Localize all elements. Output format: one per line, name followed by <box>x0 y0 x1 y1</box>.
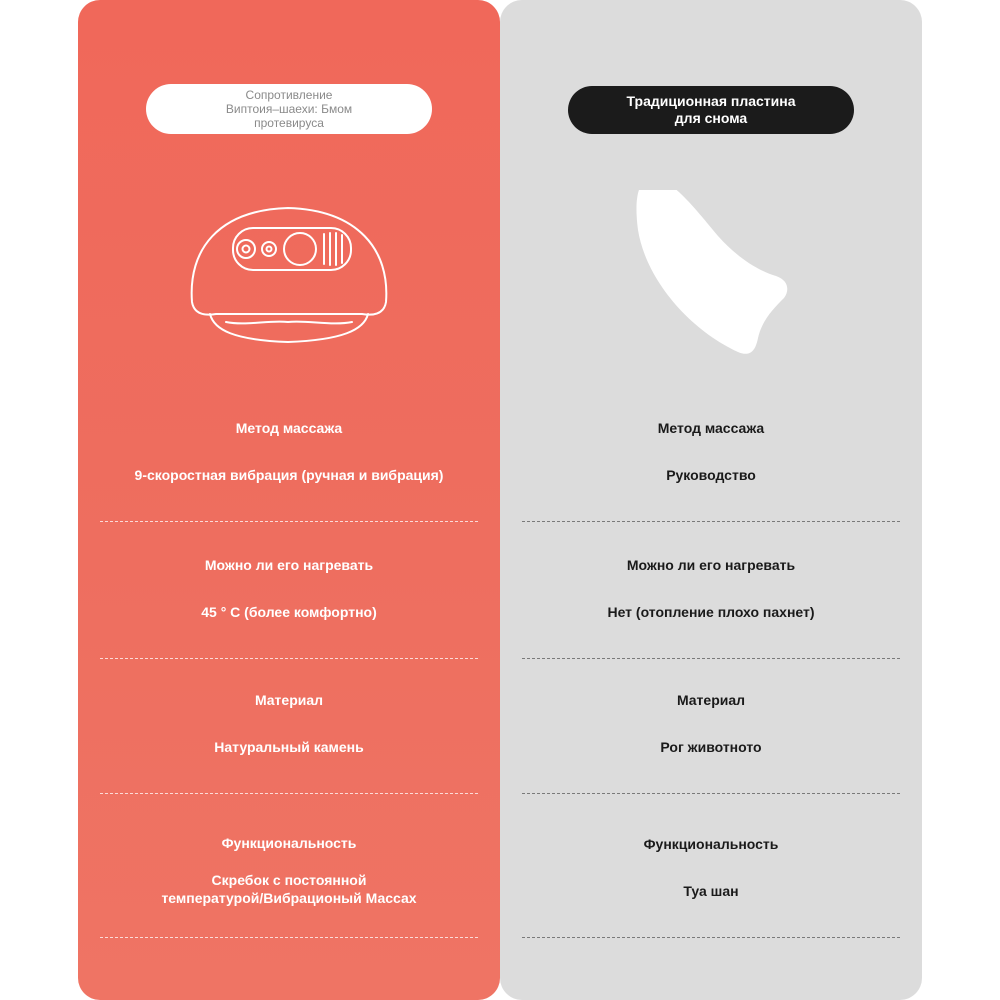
row-value: Туа шан <box>683 883 739 899</box>
gua-sha-stone-icon <box>500 190 922 360</box>
row-value: Рог животното <box>660 739 762 755</box>
row-value: Руководство <box>666 467 756 483</box>
right-header-text: Традиционная пластина для снома <box>626 93 796 126</box>
row-value: Скребок с постоянной температурой/Вибрационый Массах <box>161 872 417 906</box>
row-divider <box>100 937 478 938</box>
row-divider <box>100 658 478 659</box>
row-divider <box>522 521 900 522</box>
row-divider <box>522 658 900 659</box>
electric-guasha-device-icon <box>78 190 500 360</box>
row-value: Нет (отопление плохо пахнет) <box>607 604 815 620</box>
row-label: Функциональность <box>643 836 779 852</box>
row-divider <box>522 793 900 794</box>
row-value: Натуральный камень <box>214 739 364 755</box>
row-label: Материал <box>254 692 324 708</box>
row-label: Функциональность <box>221 835 357 851</box>
row-label: Метод массажа <box>657 420 765 436</box>
row-label: Можно ли его нагревать <box>204 557 374 573</box>
row-divider <box>100 793 478 794</box>
row-divider <box>100 521 478 522</box>
row-label: Можно ли его нагревать <box>626 557 796 573</box>
row-divider <box>522 937 900 938</box>
traditional-plate-column <box>500 0 922 1000</box>
row-label: Материал <box>676 692 746 708</box>
row-label: Метод массажа <box>235 420 343 436</box>
row-value: 9-скоростная вибрация (ручная и вибрация) <box>134 467 444 483</box>
left-header-text: Сопротивление Виптоия–шаехи: Бмом протевируса <box>225 88 353 130</box>
right-header-pill <box>568 86 854 134</box>
row-value: 45 ° C (более комфортно) <box>201 604 377 620</box>
left-header-pill <box>146 84 432 134</box>
electric-device-column <box>78 0 500 1000</box>
